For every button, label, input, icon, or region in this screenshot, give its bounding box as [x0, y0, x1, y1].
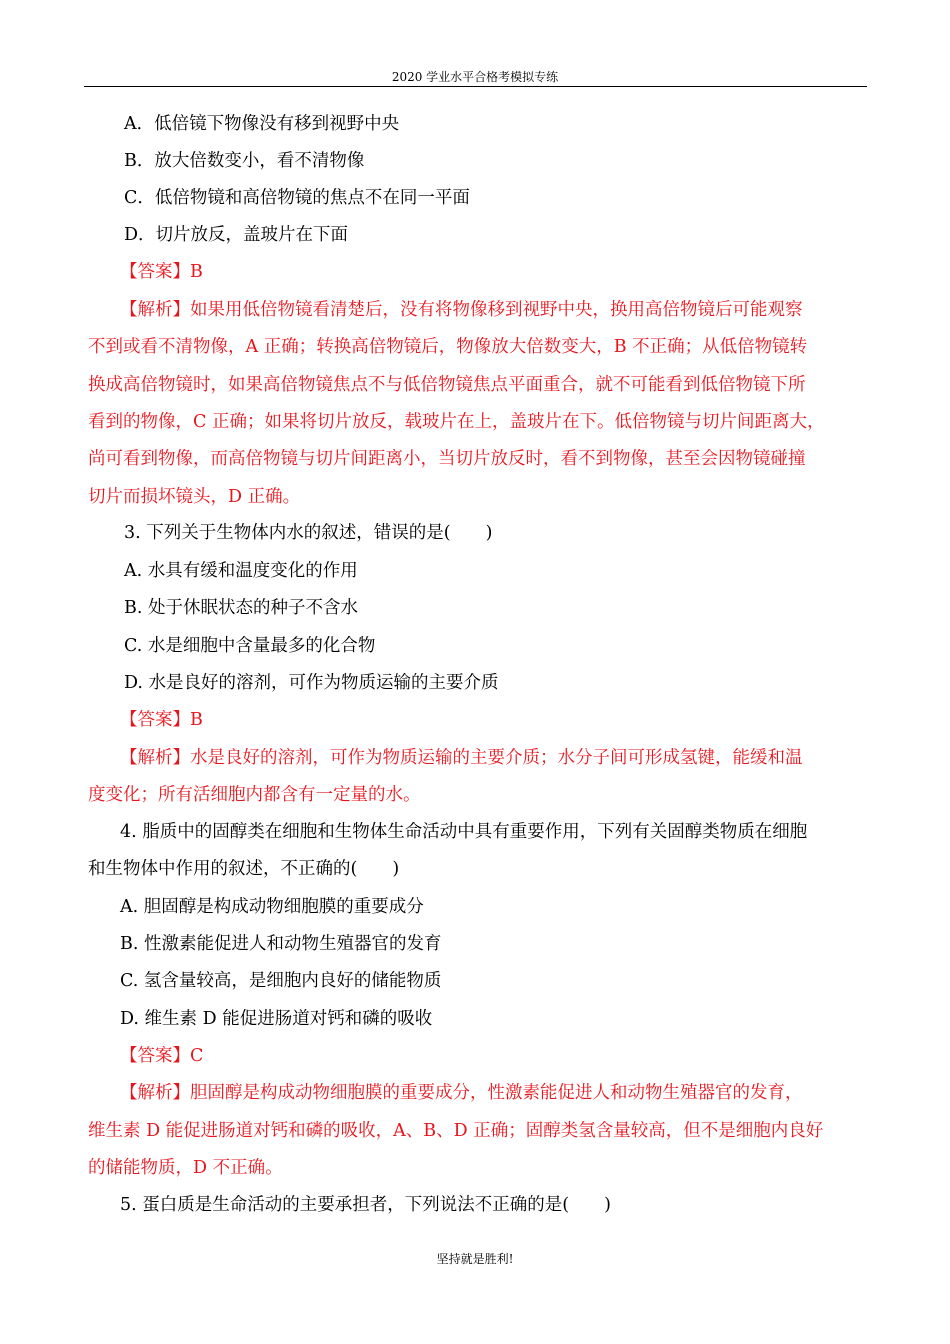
q2-analysis-2: 不到或看不清物像，A 正确；转换高倍物镜后，物像放大倍数变大，B 不正确；从低倍物镜转 — [88, 337, 808, 357]
q4-answer: 【答案】C — [120, 1046, 204, 1066]
q2-analysis-6: 切片而损坏镜头，D 正确。 — [88, 487, 301, 507]
q3-opt-a: A. 水具有缓和温度变化的作用 — [124, 561, 358, 581]
q2-opt-d: D．切片放反，盖玻片在下面 — [124, 225, 349, 245]
header-divider — [84, 86, 867, 87]
q4-opt-b: B. 性激素能促进人和动物生殖器官的发育 — [120, 934, 442, 954]
page-header: 2020 学业水平合格考模拟专练 — [391, 70, 559, 84]
q3-answer: 【答案】B — [120, 710, 203, 730]
page-footer: 坚持就是胜利! — [436, 1252, 514, 1266]
q3-analysis-2: 度变化；所有活细胞内都含有一定量的水。 — [88, 785, 421, 805]
q2-opt-b: B．放大倍数变小，看不清物像 — [124, 151, 365, 171]
q2-opt-c: C．低倍物镜和高倍物镜的焦点不在同一平面 — [124, 188, 470, 208]
q2-answer: 【答案】B — [120, 262, 203, 282]
q2-analysis-3: 换成高倍物镜时，如果高倍物镜焦点不与低倍物镜焦点平面重合，就不可能看到低倍物镜下所 — [88, 375, 806, 395]
q4-analysis-3: 的储能物质，D 不正确。 — [88, 1158, 283, 1178]
q4-stem-1: 4. 脂质中的固醇类在细胞和生物体生命活动中具有重要作用，下列有关固醇类物质在细胞 — [120, 822, 808, 842]
q2-opt-a: A．低倍镜下物像没有移到视野中央 — [124, 114, 400, 134]
q5-stem: 5. 蛋白质是生命活动的主要承担者，下列说法不正确的是( ) — [120, 1195, 611, 1215]
q4-analysis-1: 【解析】胆固醇是构成动物细胞膜的重要成分，性激素能促进人和动物生殖器官的发育， — [120, 1083, 803, 1103]
q2-analysis-5: 尚可看到物像，而高倍物镜与切片间距离小，当切片放反时，看不到物像，甚至会因物镜碰撞 — [88, 449, 806, 469]
q3-opt-b: B. 处于休眠状态的种子不含水 — [124, 598, 358, 618]
q4-opt-a: A. 胆固醇是构成动物细胞膜的重要成分 — [120, 897, 424, 917]
q3-opt-d: D. 水是良好的溶剂，可作为物质运输的主要介质 — [124, 673, 499, 693]
q3-stem: 3. 下列关于生物体内水的叙述，错误的是( ) — [124, 523, 493, 543]
q2-analysis-1: 【解析】如果用低倍物镜看清楚后，没有将物像移到视野中央，换用高倍物镜后可能观察 — [120, 300, 803, 320]
q2-analysis-4: 看到的物像，C 正确；如果将切片放反，载玻片在上，盖玻片在下。低倍物镜与切片间距离大， — [88, 412, 825, 432]
q4-analysis-2: 维生素 D 能促进肠道对钙和磷的吸收，A、B、D 正确；固醇类氢含量较高，但不是细胞内良好 — [88, 1121, 824, 1141]
q3-analysis-1: 【解析】水是良好的溶剂，可作为物质运输的主要介质；水分子间可形成氢键，能缓和温 — [120, 748, 803, 768]
q3-opt-c: C. 水是细胞中含量最多的化合物 — [124, 636, 376, 656]
q4-opt-d: D. 维生素 D 能促进肠道对钙和磷的吸收 — [120, 1009, 433, 1029]
q4-opt-c: C. 氢含量较高，是细胞内良好的储能物质 — [120, 971, 442, 991]
q4-stem-2: 和生物体中作用的叙述，不正确的( ) — [88, 859, 400, 879]
